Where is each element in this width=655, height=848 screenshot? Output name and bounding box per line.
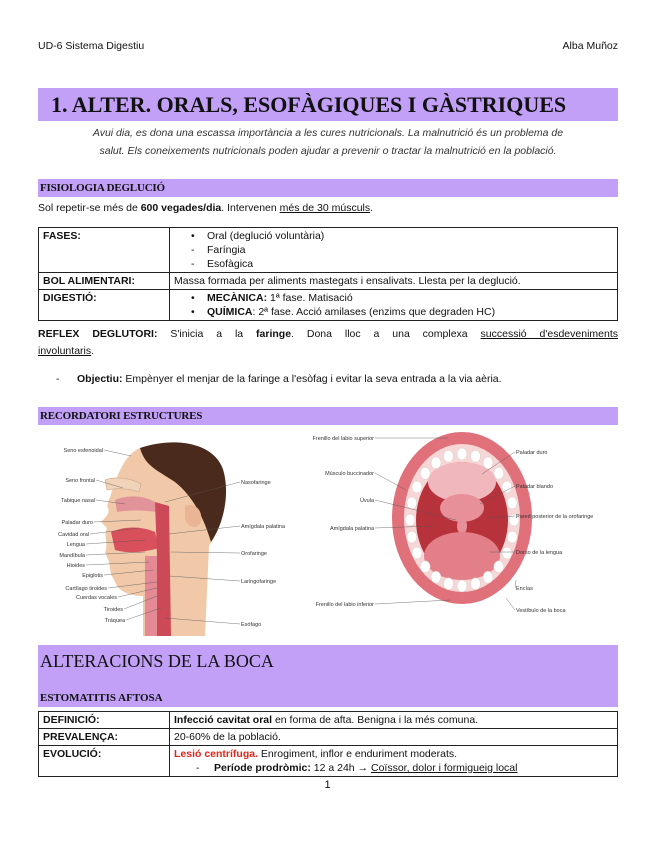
label-leader-line — [96, 500, 125, 504]
estomatitis-subtitle: ESTOMATITIS AFTOSA — [40, 692, 163, 704]
digestio-value — [170, 290, 618, 321]
definicio-value: Infecció cavitat oral en forma de afta. Benigna i la més comuna. — [170, 712, 618, 729]
figure-label: Esófago — [241, 622, 262, 628]
label-leader-line — [104, 450, 131, 456]
figure-label: Frenillo del labio superior — [312, 436, 374, 442]
page-number: 1 — [324, 779, 331, 791]
figure-label: Cartílago tiroides — [65, 586, 107, 592]
figure-label: Cuerdas vocales — [76, 595, 117, 601]
label-leader-line — [108, 582, 157, 588]
figure-label: Encías — [516, 586, 533, 592]
label-leader-line — [86, 562, 149, 565]
label-leader-line — [165, 618, 240, 624]
label-leader-line — [171, 552, 240, 553]
figure-label: Seno frontal — [65, 478, 95, 484]
figure-label: Paladar duro — [516, 450, 548, 456]
figure-label: Dorso de la lengua — [516, 550, 563, 556]
figure-label: Cavidad oral — [58, 532, 89, 538]
evolucio-key: EVOLUCIÓ: — [39, 746, 170, 777]
section-heading-alteracions — [38, 645, 618, 707]
figure-label: Lengua — [66, 542, 85, 548]
label-leader-line — [375, 473, 406, 490]
intro-paragraph — [38, 124, 618, 160]
label-leader-line — [118, 588, 157, 597]
fases-value — [170, 228, 618, 273]
mouth-labels — [312, 430, 594, 620]
prevalenca-value: 20-60% de la població. — [170, 729, 618, 746]
figure-label: Epiglotis — [82, 573, 103, 579]
figure-label: Laringofaringe — [241, 579, 277, 585]
figure-label: Tabique nasal — [61, 498, 95, 504]
label-leader-line — [86, 552, 145, 555]
label-leader-line — [169, 576, 240, 581]
figure-label: Tráquea — [104, 618, 125, 624]
label-leader-line — [94, 520, 141, 522]
objectiu-item: - Objectiu: Empènyer el menjar de la faringe a l'esòfag i evitar la seva entrada a la via aèria. — [56, 373, 502, 385]
label-leader-line — [124, 596, 157, 609]
table-row-digestio — [39, 290, 618, 321]
digestio-item: • QUÍMICA: 2ª fase. Acció amilases (enzims que degraden HC) — [174, 305, 613, 319]
prevalenca-key: PREVALENÇA: — [39, 729, 170, 746]
evolucio-value: Lesió centrífuga. Enrogiment, inflor e enduriment moderats. - Període prodròmic: 12 a 24h → Coïssor, dolor i formigueig local — [170, 746, 618, 777]
page-title: 1. ALTER. ORALS, ESOFÀGIQUES I GÀSTRIQUES — [38, 88, 618, 121]
fisiologia-paragraph: Sol repetir-se més de 600 vegades/dia. Intervenen més de 30 músculs. — [38, 202, 374, 214]
figure-label: Mandíbula — [59, 553, 85, 559]
figure-label: Hioides — [66, 563, 85, 569]
label-leader-line — [126, 608, 161, 620]
label-leader-line — [104, 570, 153, 575]
label-leader-line — [96, 480, 123, 488]
intro-line-1: Avui dia, es dona una escassa importància a les cures nutricionals. La malnutrició és un problema de — [92, 127, 564, 139]
figure-label: Seno esfenoidal — [63, 448, 103, 454]
fase-item: • Oral (deglució voluntària) — [174, 229, 613, 243]
label-leader-line — [86, 540, 145, 544]
reflex-paragraph-cont: involuntaris. — [38, 345, 95, 357]
figure-label: Amígdala palatina — [329, 526, 374, 532]
definicio-key: DEFINICIÓ: — [39, 712, 170, 729]
reflex-paragraph: REFLEX DEGLUTORI: S'inicia a la faringe. Dona lloc a una complexa successió d'esdeveniments — [38, 328, 619, 340]
bol-value: Massa formada per aliments mastegats i ensalivats. Llesta per la deglució. — [170, 273, 618, 290]
table-row-definicio — [39, 712, 618, 729]
label-leader-line — [488, 516, 515, 518]
alteracions-title: ALTERACIONS DE LA BOCA — [40, 651, 274, 671]
label-leader-line — [169, 526, 240, 534]
label-leader-line — [375, 526, 434, 528]
digestio-item: • MECÀNICA: 1ª fase. Matisació — [174, 291, 613, 305]
digestio-key: DIGESTIÓ: — [39, 290, 170, 321]
figure-label: Vestíbulo de la boca — [516, 608, 566, 614]
fase-item: - Esofàgica — [174, 257, 613, 271]
figure-label: Pared posterior de la orofaringe — [516, 514, 594, 520]
estomatitis-table — [38, 711, 618, 777]
figure-label: Paladar blando — [516, 484, 554, 490]
label-leader-line — [506, 598, 515, 610]
figure-label: Úvula — [359, 498, 374, 504]
label-leader-line — [165, 482, 240, 502]
figure-label: Tiroides — [103, 607, 123, 613]
fase-item: - Faríngia — [174, 243, 613, 257]
figure-label: Músculo buccinador — [325, 471, 374, 477]
intro-line-2: salut. Els coneixements nutricionals poden ajudar a prevenir o tractar la malnutrició en la població. — [99, 145, 557, 157]
label-leader-line — [375, 500, 456, 520]
fisiologia-table — [38, 227, 618, 321]
label-leader-line — [480, 486, 515, 504]
figure-label: Frenillo del labio inferior — [315, 602, 374, 608]
label-leader-line — [90, 528, 139, 534]
figure-label: Paladar duro — [61, 520, 93, 526]
table-row-prevalenca — [39, 729, 618, 746]
fases-key: FASES: — [39, 228, 170, 273]
section-heading-fisiologia: FISIOLOGIA DEGLUCIÓ — [38, 179, 618, 197]
figure-label: Amígdala palatina — [241, 524, 286, 530]
label-leader-line — [482, 452, 515, 474]
table-row-evolucio — [39, 746, 618, 777]
bol-key: BOL ALIMENTARI: — [39, 273, 170, 290]
header-author: Alba Muñoz — [562, 40, 618, 52]
label-leader-line — [375, 600, 450, 604]
table-row-fases — [39, 228, 618, 273]
head-labels — [45, 436, 286, 636]
table-row-bol — [39, 273, 618, 290]
header-course: UD-6 Sistema Digestiu — [38, 40, 145, 52]
section-heading-recordatori: RECORDATORI ESTRUCTURES — [38, 407, 618, 425]
figure-label: Orofaringe — [241, 551, 267, 557]
figure-label: Nasofaringe — [241, 480, 271, 486]
